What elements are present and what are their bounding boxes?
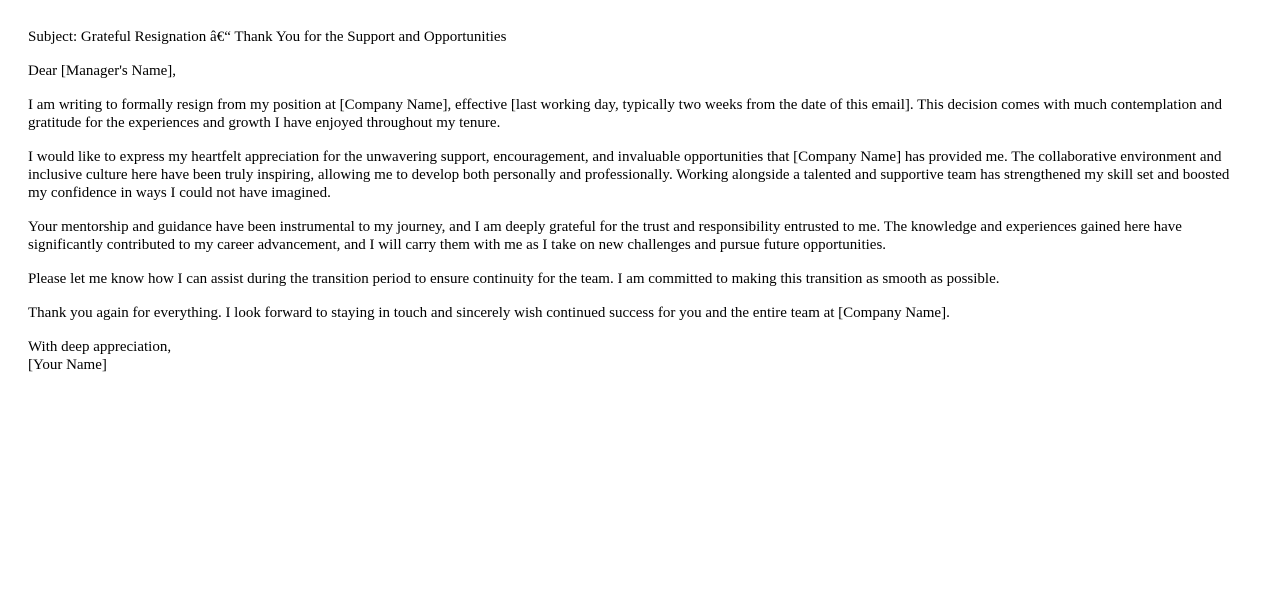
paragraph-thanks: Thank you again for everything. I look forward to staying in touch and sincerely wish continued success for you and the entire team at [Company Name]. xyxy=(28,305,950,321)
email-body xyxy=(28,28,1238,390)
email-subject: Subject: Grateful Resignation â€“ Thank You for the Support and Opportunities xyxy=(28,29,507,45)
paragraph-transition: Please let me know how I can assist during the transition period to ensure continuity for the team. I am committed to making this transition as smooth as possible. xyxy=(28,271,1000,287)
paragraph-resignation-notice: I am writing to formally resign from my position at [Company Name], effective [last working day, typically two weeks from the date of this email]. This decision comes with much contemplation and gratitude for the experiences and growth I have enjoyed throughout my tenure. xyxy=(28,97,1223,131)
paragraph-appreciation: I would like to express my heartfelt appreciation for the unwavering support, encouragement, and invaluable opportunities that [Company Name] has provided me. The collaborative environment and inclusive culture here have been truly inspiring, allowing me to develop both personally and professionally. Working alongside a talented and supportive team has strengthened my skill set and boosted my confidence in ways I could not have imagined. xyxy=(28,149,1230,201)
email-signature: [Your Name] xyxy=(28,357,107,373)
paragraph-mentorship: Your mentorship and guidance have been instrumental to my journey, and I am deeply grateful for the trust and responsibility entrusted to me. The knowledge and experiences gained here have significantly contributed to my career advancement, and I will carry them with me as I take on new challenges and pursue future opportunities. xyxy=(28,219,1182,253)
email-closing: With deep appreciation, xyxy=(28,339,172,355)
email-greeting: Dear [Manager's Name], xyxy=(28,63,177,79)
email-signoff xyxy=(28,338,1238,374)
